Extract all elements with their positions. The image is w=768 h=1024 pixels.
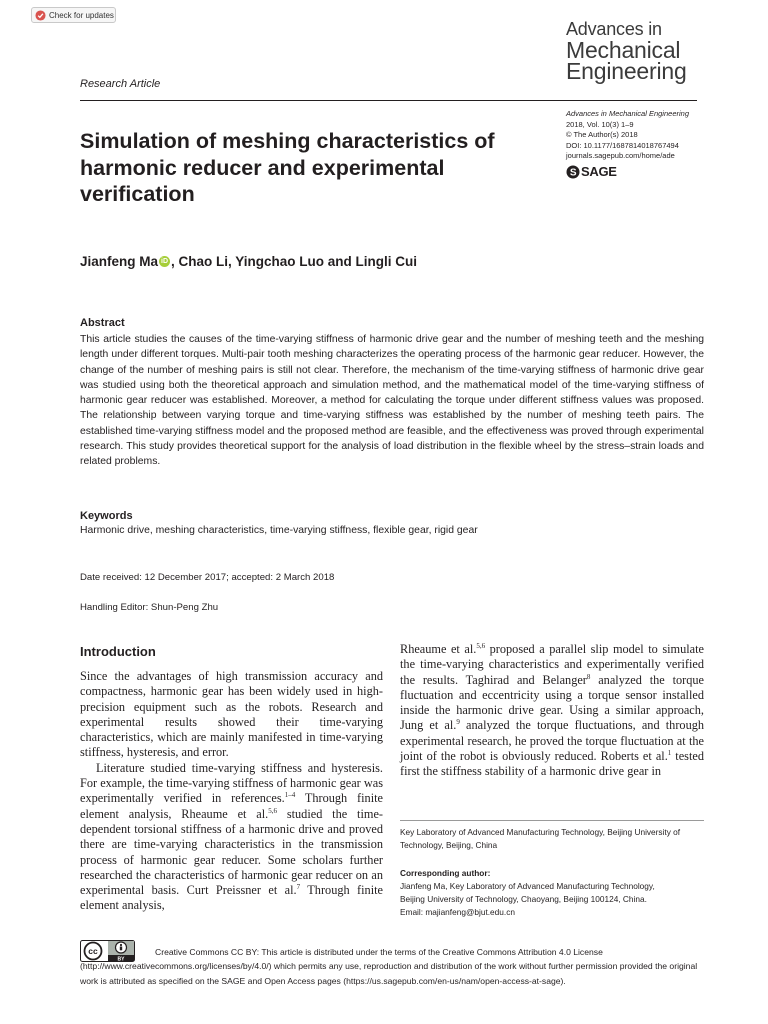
meta-url[interactable]: journals.sagepub.com/home/ade [566, 151, 675, 160]
corr-line: Beijing University of Technology, Chaoyang, Beijing 100124, China. [400, 894, 647, 904]
journal-meta [566, 109, 736, 162]
text-span: Through finite element analysis, Rheaume et al. [80, 791, 383, 821]
citation-ref[interactable]: 5,6 [476, 641, 486, 650]
keywords-text: Harmonic drive, meshing characteristics, time-varying stiffness, flexible gear, rigid gear [80, 525, 478, 536]
journal-name-line1: Advances in [566, 19, 662, 39]
text-span: Rheaume et al. [400, 642, 477, 656]
header-rule [80, 100, 697, 101]
corr-line: Jianfeng Ma, Key Laboratory of Advanced Manufacturing Technology, [400, 881, 655, 891]
abstract-text: This article studies the causes of the time-varying stiffness of harmonic drive gear and the number of meshing teeth and the meshing length under different torques. Multi-pair tooth meshing characterizes the operating process of the harmonic gear reducer. However, the change of the number of meshing pairs is still not clear. Therefore, the mechanism of the time-varying stiffness of harmonic drive gear was studied using both the theoretical approach and simulation method, and the mathematical model of the time-varying stiffness of harmonic gear reducer was established. Moreover, a method for calculating the torque under different stiffness values was proposed. The relationship between varying torque and time-varying stiffness was established by the number of meshing teeth pairs. The established time-varying stiffness model and the proposed method are feasible, and the effectiveness was proved through experimental research. This study provides theoretical support for the analysis of load distribution in the flexible wheel by the stress–strain loads and related problems. [80, 334, 704, 468]
check-for-updates-badge[interactable] [31, 7, 116, 23]
body-column-left [80, 669, 383, 914]
footnote-rule [400, 820, 704, 821]
body-column-right [400, 642, 704, 780]
intro-paragraph-2 [80, 761, 383, 914]
text-span: studied the time-dependent torsional stiffness of a harmonic drive and proved there are time-varying characteristics in the transmission process of harmonic gear reducer. Some scholars further researched the characteristics of harmonic gear reducer on an experimental basis. Curt Preissner et al. [80, 806, 383, 898]
publisher-name: SAGE [581, 164, 617, 179]
citation-ref[interactable]: 5,6 [268, 806, 277, 815]
corresponding-author-heading: Corresponding author: [400, 868, 491, 878]
corr-email[interactable]: Email: majianfeng@bjut.edu.cn [400, 907, 515, 917]
citation-ref[interactable]: 7 [296, 883, 301, 892]
article-type: Research Article [80, 78, 161, 90]
check-for-updates-label: Check for updates [49, 10, 114, 20]
citation-ref[interactable]: 8 [586, 672, 591, 681]
article-title: Simulation of meshing characteristics of harmonic reducer and experimental verification [80, 129, 495, 206]
sage-icon [566, 165, 580, 179]
first-author: Jianfeng Ma [80, 254, 159, 269]
citation-ref[interactable]: 1–4 [284, 791, 296, 800]
license-text: Creative Commons CC BY: This article is distributed under the terms of the Creative Commons Attribution 4.0 License (http://www.creativecommons.org/licenses/by/4.0/) which permits any use, reproduction and distribution of the work without further permission provided the original work is attributed as specified on the SAGE and Open Access pages (https://us.sagepub.com/en-us/nam/open-access-at-sage). [80, 947, 698, 986]
keywords-heading: Keywords [80, 510, 133, 522]
dates: Date received: 12 December 2017; accepted: 2 March 2018 [80, 572, 335, 583]
meta-doi[interactable]: DOI: 10.1177/1687814018767494 [566, 140, 679, 150]
citation-ref[interactable]: 1 [667, 748, 672, 757]
journal-name-line2: Mechanical [566, 37, 681, 63]
affiliation: Key Laboratory of Advanced Manufacturing Technology, Beijing University of Technology, Beijing, China [400, 827, 681, 850]
citation-ref[interactable]: 9 [456, 718, 460, 727]
journal-name-line3: Engineering [566, 58, 687, 84]
text-span: analyzed the torque fluctuations, and through experimental research, he proved the torque fluctuation at the joint of the robot is obviously reduced. Roberts et al. [400, 718, 705, 764]
svg-text:cc: cc [88, 946, 98, 956]
cc-by-label: BY [117, 956, 125, 962]
abstract-heading: Abstract [80, 317, 125, 329]
meta-journal: Advances in Mechanical Engineering [566, 109, 689, 118]
author-list [80, 254, 417, 269]
meta-copyright: © The Author(s) 2018 [566, 130, 638, 139]
intro-paragraph-1: Since the advantages of high transmission accuracy and compactness, harmonic gear has been widely used in high-precision equipment such as the robots. Research and experimental results showed their time-varying characteristics, which are mainly manifested in time-varying stiffness, hysteresis, and error. [80, 669, 383, 760]
text-span: Literature studied time-varying stiffness and hysteresis. For example, the time-varying stiffness of harmonic gear was experimentally verified in references. [80, 760, 383, 806]
sage-logo [566, 164, 617, 179]
svg-text:S: S [569, 167, 577, 178]
text-span: Through finite element analysis, [80, 883, 383, 913]
orcid-icon[interactable]: iD [161, 258, 169, 265]
handling-editor: Handling Editor: Shun-Peng Zhu [80, 602, 219, 613]
introduction-heading: Introduction [80, 644, 156, 659]
meta-volume: 2018, Vol. 10(3) 1–9 [566, 119, 634, 129]
text-span: proposed a parallel slip model to simulate the time-varying characteristics and experimentally verified the results. Taghirad and Belanger [400, 642, 704, 687]
journal-name [566, 18, 746, 82]
other-authors: , Chao Li, Yingchao Luo and Lingli Cui [171, 254, 418, 269]
check-for-updates-icon [35, 10, 46, 21]
text-span: analyzed the torque fluctuation and eccentricity using a torque sensor installed inside the harmonic drive gear. Using a similar approach, Jung et al. [400, 672, 704, 733]
corresponding-author-details [400, 880, 706, 919]
text-span: tested first the stiffness stability of a harmonic drive gear in [400, 749, 704, 779]
